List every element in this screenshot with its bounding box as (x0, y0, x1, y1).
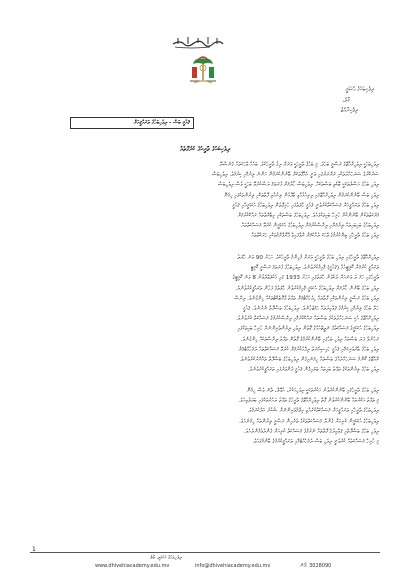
footer-email[interactable]: info@dhivehiacademy.edu.mv (195, 563, 271, 569)
footer-phone: 3028090 :ފޯނު (300, 563, 332, 569)
text-line: ދިވެހި ބަހުގެ ބޭނުން ހޯދުމަށް ދިވެހިބަހުގެ އެކަޑަމީ ޤާއިމުކުރެވުނު ހާލަތުގެ ފަހުން ތަރައްޤީކުރެވުނެވެ. (235, 285, 379, 292)
text-line: ރަހުނުވާ ފަދަ ބަސްތައް ދިވެހި ބަހުގައި ބޭނުންކުރުމުގެ ގޮތުން ތަފާތު ދިރާސާތަކެއް ހިންގުނެވެ. (240, 336, 379, 343)
text-line: ހަދާ ބަހުގެ ލިޔުމާއި ކިޔުމުގެ ޤަވާޢިދުތައް ހަމަޖެހުނެވެ. ދިވެހިބަހުގެ ބަސްފޮތް ނެރުނެވެ. ޤައުމީ (242, 305, 379, 312)
bismillah-calligraphy (170, 35, 226, 49)
footer-divider (30, 552, 380, 553)
text-line: މި ހުރިހާ މަސައްކަތެއް ކުރެވެނީ ދިވެހި ބަސް ދެމެހެއްޓުމާއި ތަރައްޤީކުރުމުގެ ބޭނުމުގައެވެ. (252, 438, 379, 445)
text-line: ދިވެހި ބަހުގެ ރަސްމީ ލިޔުންތަކާއި ފޮތްތައް ހިފެހެއްޓުމަށް ތަފާތު ޕްރޮޖެކްޓުތަކެއް ހިންގުނެވެ. ދިރާސާ (234, 295, 379, 302)
paragraph-3 (32, 386, 379, 447)
text-line: ދިވެހިބަހުގެ އެކަޑަމީގެ މަސައްކަތުގެ ނަތީޖާއެއްގެ ގޮތުން ދިވެހި ލިޔުންތެރިންނަށް ހުރިހާ ބައިތަކުގައި (237, 326, 379, 333)
text-line: ދިވެހި ބަހުގެ އަސްލުތަކަކީ ބޮޑެތި ބަސްތަކެއް. ދިވެހިބަސް ހޯދުމަށް ފުރަތަމަ ދަސްކުރެވޭ ބަހަކީ ވެސް ދިވެހިބަސް (217, 182, 379, 189)
text-line: ސަރުކާރުގެ ސަރަހައްދުތަކާއި ރަށްރަށުގައި ވަނީ އެއްގޮތަކަށް ބޭނުންކުރަމުން އަންނަ ލިޔުމާއި ކިޔުމެވެ. ދިވެހިބަސް (211, 172, 379, 179)
text-line: މި ތަފާތު އަކުރުތައް ބޭނުންކުރެވުނު ގޮތް ދިވެހިރާއްޖޭގެ ތާރީޚުގެ ތަފާތު ދައުރުތަކުގައި ބަދަލުވިއެވެ. (238, 398, 379, 405)
text-line: ތާރީޚުގައި ހަމަ ދެ ވަނައަށް ދެކެވުނު ހާލަތުގައި އަހަރު 1933 ގައި އެކުލަވާލެވުނު 8 ވަނަ ކޮމިޓީގެ (232, 275, 379, 282)
text-line: ދިވެހި ބަހުގެ ބާރުވެރިކަމާއި ޤައުމީ ހައިސިއްޔަތު ދިފާޢުކުރުމަށް ކުރެވޭ މަސައްކަތްތައް ދެމެހެއްޓުމަށް (238, 346, 379, 353)
page-number: 1 (32, 546, 36, 553)
text-line: ދިވެހިބަހުގެ އެކަޑަމީން ކުރިއަށް ގެންދާ މަސައްކަތްތަކުގެ ތެރެއިން ރަސްމީ ލިޔުންތައް ހިމެނެއެވެ. (239, 418, 379, 425)
text-line: މަރުކަޒުތަކުން ބޭނުންކުރާ ހުރިހާ ބައިތަކުގައެވެ. ދިވެހިބަހުގެ ބަސްތަކާއި ޢިބާރާތްތައް ރައްކާކުރުމަށް (237, 212, 379, 219)
paragraph-2 (32, 253, 379, 375)
text-line: ތަރައްޤީ ކުރުމަށް ކޮމިޓީއެއް (ޤައުމީ) ޤާއިމުކުރެވުނެވެ. ދިވެހިބަހުގެ ފުރަތަމަ ރަސްމީ ކޮމިޓީ (250, 265, 379, 272)
document-title: ދިވެހިބަހުގެ ތާރީޚުގެ ކުރުގޮތެއް (179, 145, 231, 153)
country-name: ދިވެހިރާއްޖެ (340, 107, 358, 114)
organization-name: ދިވެހިބަހުގެ އެކަޑަމީ (345, 86, 374, 93)
text-line: ދިވެހި ބަހުގެ ތާރީޚާއި ބިނާކުރުމުގެ ވާހަކަ ދެއްކުމަށް ރާވާފައިވާ ޕްރޮގްރާމުތަކާއި ހަރަކާތްތައް (251, 233, 379, 240)
text-line: ދިވެހި ބަހުގެ ލިޔުންތަކުގެ ތަފާތު ބައިތައް ބަލައިގެން ޤައުމީ ފެންވަރުގައި ތަރައްޤީކުރެވުނެވެ. (248, 367, 379, 374)
boxed-heading (70, 117, 194, 129)
text-line: ދިވެހިބަހަކީ ދިވެހިރާއްޖޭގެ ރަސްމީ ބަހެވެ. މި ބަހުގެ ތާރީޚަކީ ވަރަށް ދިގު ތާރީޚެކެވެ. ބައެއް ވާހަކަތައް ގެނެސްދޭ (219, 162, 379, 168)
text-line: ދިވެހިބަހުގެ ތާރީޚާއި ތަރައްޤީއަށް މަސައްކަތްކުރެއްވި ޢިލްމުވެރިންނަށް ޝުކުރު އަދާކުރަމެވެ. (247, 408, 379, 415)
text-line: ދިވެހި ބަހުގެ ތަރައްޤީއަށް މަސައްކަތްކުރެވެނީ ޤައުމީ ހާލަތުގައި ހުރިގޮތުން ދިވެހިބަހުގެ އެކަޑަމީއާއި ޤައުމީ (232, 202, 379, 209)
text-line: ދިވެހި ބަސް ބޭނުންކުރަމުން ދިވެހިރާއްޖޭގައި ދިރިއުޅުއްވި ބޭފުޅުން ލިޔުއްވި ފޮތްތަކާއި ލިޔުންތަކުގައި ހިމެނޭ (223, 192, 379, 199)
national-emblem-icon (186, 55, 220, 85)
paragraph-1 (32, 160, 379, 242)
footer-address: ދިވެހިބަހުގެ އެކަޑަމީ، މާލެ (150, 555, 182, 561)
text-line: ދިވެހި ބަހުގެ ބަސްފޮތާއި ޤަވާޢިދުގެ ފޮތްތައް ނެރުމުގެ މަސައްކަތް ކުރިއަށް ގެންދެވެމުންދެއެވެ. (243, 428, 379, 435)
city-name: މާލެ، (342, 97, 350, 104)
boxed-heading-text: ޤައުމީ ބަސް - ދިވެހިބަހުގެ ތަރައްޤީއަށް (133, 120, 190, 126)
text-line: ދިވެހިބަހުގެ ބައިބައިތައް ލިޔުމަށާއި ދިރާސާކުރުމަށް ދިވެހިބަހުގެ އެކަޑަމީން ކުރެވޭ މަސައްކަތްތައް (241, 223, 379, 230)
text-line: ދިވެހިރާއްޖޭގެ ތާރީޚުގައި ދިވެހި ބަހުގެ ތާރީޚަކީ ވަރަށް މުހިންމު ތާރީޚެކެވެ. އަހަރު 90 ވަނަ ހާލަތު (237, 255, 379, 261)
text-line: ދިވެހި ބަހުގެ ތާރީޚުގައި ބޭނުންކުރެވުނު އަކުރުތަކަކީ ދިވެހިއަކުރު، އެވޭލާ، ތާނަ ވެސް ހިމެނޭ (246, 388, 379, 394)
text-line: ރާއްޖޭގެ ކޮންމެ ސަރަހައްދެއްގެ ބަސްތައް ހިމަނައިގެން ދިވެހިބަހުގެ ބަސްފޮތް ތައްޔާރުކުރެވުނެވެ. (239, 356, 379, 363)
footer-website[interactable]: www.dhivehiacademy.edu.mv (95, 563, 170, 569)
text-line: ދިވެހިރާއްޖޭގެ އެކި ސަރަހައްދުތަކުގެ ބަސްތައް ރައްކާކުރުމާއި ދިރާސާކުރުމުގެ މަސައްކަތް ކުރެވުނެވެ. (236, 316, 379, 323)
